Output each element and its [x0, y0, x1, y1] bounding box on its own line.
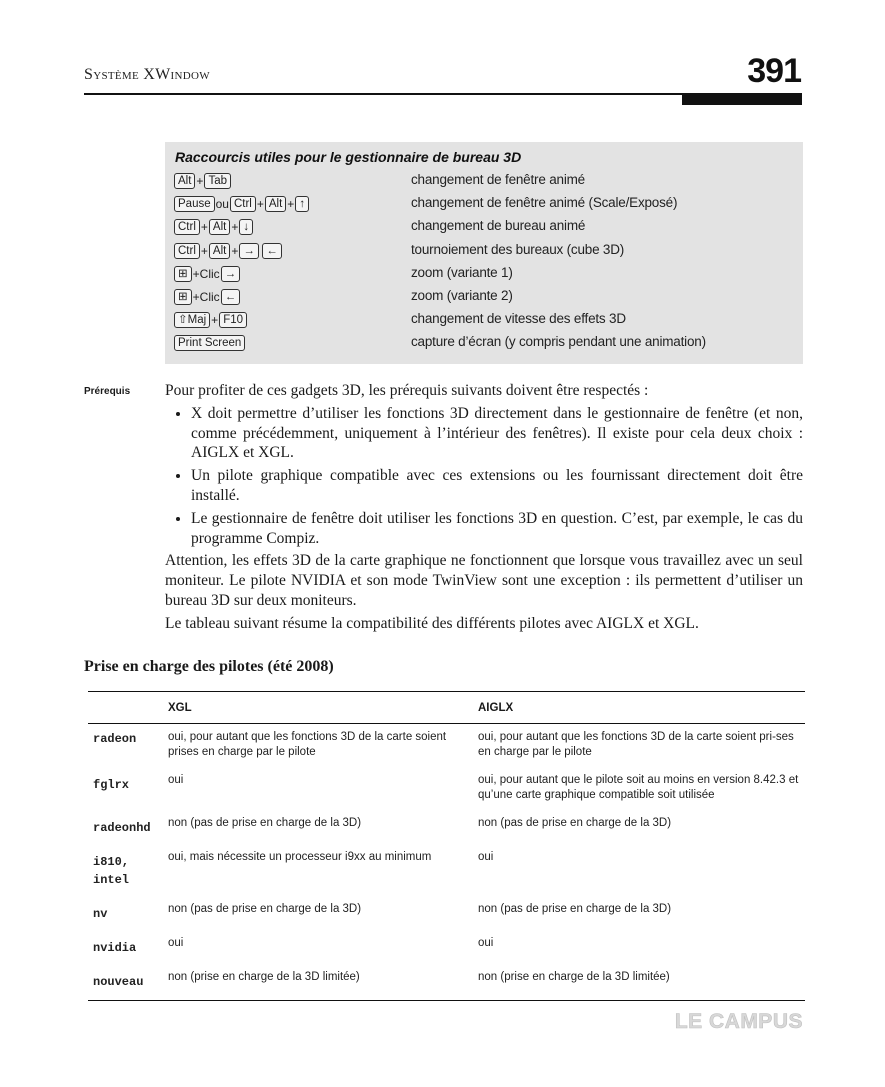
- shortcut-description: changement de bureau animé: [411, 218, 586, 234]
- shortcut-keys: [174, 289, 240, 305]
- prerequis-item: • X doit permettre d’utiliser les fonctions 3D directement dans le gestionnaire de fenêtre (et non, comme précédemment, uniquement à l’intérieur des fenêtres). Il existe pour cela deux choix : AIGLX et XGL.: [191, 404, 803, 463]
- keycap: ⊞: [174, 289, 192, 305]
- table-row: [88, 932, 805, 966]
- shortcut-row: [174, 311, 799, 334]
- keycap: Alt: [209, 243, 230, 259]
- driver-table: [88, 691, 805, 1001]
- page-number: 391: [747, 52, 801, 90]
- key-separator: +: [211, 313, 219, 328]
- xgl-support: oui: [168, 937, 184, 949]
- table-header-aiglx: AIGLX: [474, 692, 805, 724]
- keycap: Tab: [204, 173, 231, 189]
- prerequis-intro: Pour profiter de ces gadgets 3D, les prérequis suivants doivent être respectés :: [165, 382, 649, 399]
- shortcut-keys: [174, 243, 282, 259]
- keycap: ⇧Maj: [174, 312, 210, 328]
- key-separator: +: [256, 197, 264, 212]
- shortcut-list: [174, 172, 799, 358]
- keycap: Print Screen: [174, 335, 245, 351]
- driver-name: i810, intel: [93, 855, 130, 887]
- xgl-support: non (pas de prise en charge de la 3D): [168, 903, 362, 915]
- shortcut-row: [174, 334, 799, 357]
- aiglx-support: oui: [478, 851, 494, 863]
- shortcut-description: zoom (variante 2): [411, 287, 513, 303]
- keycap: →: [221, 266, 241, 282]
- running-header-title: Système XWindow: [84, 66, 210, 83]
- shortcut-description: capture d’écran (y compris pendant une animation): [411, 334, 706, 350]
- aiglx-support: non (prise en charge de la 3D limitée): [478, 971, 670, 983]
- keycap: Alt: [209, 219, 230, 235]
- aiglx-support: non (pas de prise en charge de la 3D): [478, 903, 672, 915]
- driver-name: radeon: [93, 732, 137, 746]
- keycap: ↓: [239, 219, 253, 235]
- table-title: Prise en charge des pilotes (été 2008): [84, 658, 334, 675]
- aiglx-support: non (pas de prise en charge de la 3D): [478, 817, 672, 829]
- key-separator: +: [196, 174, 204, 188]
- shortcut-description: changement de fenêtre animé: [411, 172, 585, 187]
- shortcut-keys: [174, 196, 309, 212]
- key-separator: +Clic: [192, 289, 220, 304]
- xgl-support: non (pas de prise en charge de la 3D): [168, 817, 362, 829]
- prerequis-list: [165, 404, 803, 549]
- aiglx-support: oui: [478, 937, 494, 949]
- margin-label-prerequis: Prérequis: [84, 386, 131, 397]
- key-separator: +: [287, 197, 295, 212]
- keycap: Ctrl: [174, 243, 200, 259]
- key-separator: +: [200, 220, 208, 235]
- driver-name: fglrx: [93, 778, 130, 792]
- table-row: [88, 769, 805, 812]
- driver-name: radeonhd: [93, 821, 151, 835]
- shortcut-row: [174, 242, 799, 265]
- shortcut-keys: [174, 219, 253, 235]
- xgl-support: oui: [168, 774, 184, 786]
- table-row: [88, 812, 805, 846]
- keycap: ⊞: [174, 266, 192, 282]
- shortcut-keys: [174, 335, 245, 351]
- shortcut-row: [174, 288, 799, 311]
- key-separator: +Clic: [192, 266, 220, 281]
- aiglx-support: oui, pour autant que le pilote soit au moins en version 8.42.3 et qu’une carte graphique compatible soit utilisée: [478, 774, 799, 801]
- keycap: ↑: [295, 196, 309, 212]
- keycap: F10: [219, 312, 247, 328]
- shortcut-description: zoom (variante 1): [411, 264, 513, 280]
- keycap: ←: [262, 243, 282, 259]
- key-separator: +: [231, 243, 239, 258]
- shortcut-row: [174, 195, 799, 218]
- shortcut-box-title: Raccourcis utiles pour le gestionnaire de bureau 3D: [175, 149, 522, 165]
- driver-name: nouveau: [93, 975, 144, 989]
- shortcut-row: [174, 172, 799, 195]
- table-header-driver: [88, 692, 164, 724]
- key-separator: +: [200, 243, 208, 258]
- table-row: [88, 966, 805, 1001]
- key-separator: +: [231, 220, 239, 235]
- shortcut-keys: [174, 173, 231, 189]
- paragraph-table-intro: Le tableau suivant résume la compatibilité des différents pilotes avec AIGLX et XGL.: [165, 614, 699, 632]
- key-separator: ou: [215, 197, 229, 212]
- table-header-row: [88, 692, 805, 724]
- driver-name: nv: [93, 907, 108, 921]
- table-row: [88, 846, 805, 898]
- shortcut-keys: [174, 266, 240, 282]
- table-row: [88, 724, 805, 770]
- keycap: Ctrl: [174, 219, 200, 235]
- xgl-support: oui, mais nécessite un processeur i9xx au minimum: [168, 851, 432, 863]
- header-bar: [682, 95, 802, 105]
- shortcut-description: changement de fenêtre animé (Scale/Exposé): [411, 195, 678, 211]
- driver-name: nvidia: [93, 941, 137, 955]
- shortcut-row: [174, 218, 799, 241]
- driver-table-body: [88, 724, 805, 1001]
- keycap: Alt: [265, 196, 286, 212]
- keycap: Pause: [174, 196, 215, 212]
- shortcut-keys: [174, 312, 247, 328]
- body-text: [165, 381, 803, 637]
- keycap: Alt: [174, 173, 195, 189]
- table-row: [88, 898, 805, 932]
- publisher-logo: LE CAMPUS: [674, 1010, 803, 1033]
- xgl-support: oui, pour autant que les fonctions 3D de la carte soient prises en charge par le pilote: [168, 731, 447, 758]
- prerequis-item: • Le gestionnaire de fenêtre doit utiliser les fonctions 3D en question. C’est, par exemple, le cas du programme Compiz.: [191, 509, 803, 549]
- prerequis-item: • Un pilote graphique compatible avec ces extensions ou les fournissant directement doit être installé.: [191, 466, 803, 506]
- keycap: ←: [221, 289, 241, 305]
- paragraph-attention: Attention, les effets 3D de la carte graphique ne fonctionnent que lorsque vous travaillez avec un seul moniteur. Le pilote NVIDIA et son mode TwinView sont une exception : ils permettent d’utiliser un bureau 3D sur deux moniteurs.: [165, 552, 803, 609]
- table-header-xgl: XGL: [164, 692, 474, 724]
- keycap: Ctrl: [230, 196, 256, 212]
- shortcut-description: changement de vitesse des effets 3D: [411, 311, 626, 327]
- xgl-support: non (prise en charge de la 3D limitée): [168, 971, 360, 983]
- keycap: →: [239, 243, 259, 259]
- shortcut-box: [165, 142, 803, 364]
- shortcut-description: tournoiement des bureaux (cube 3D): [411, 241, 625, 257]
- aiglx-support: oui, pour autant que les fonctions 3D de la carte soient pri-ses en charge par le pilote: [478, 731, 794, 758]
- shortcut-row: [174, 265, 799, 288]
